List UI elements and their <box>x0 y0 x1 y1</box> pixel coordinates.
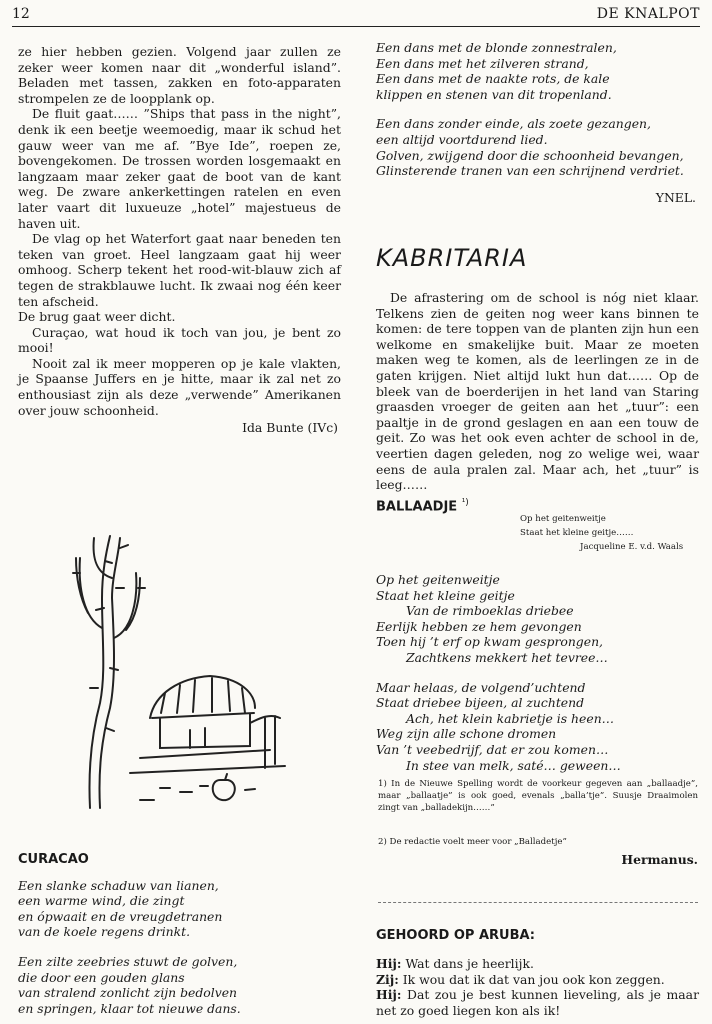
aruba-heading: GEHOORD OP ARUBA: <box>376 928 536 943</box>
ballaadje-author: Hermanus. <box>621 852 698 867</box>
poem-line: Een dans met het zilveren strand, <box>376 55 589 71</box>
header-rule <box>12 26 700 27</box>
paragraph: De afrastering om de school is nóg niet klaar. Telkens zien de geiten nog weer kans binnen te komen: de tere toppen van de planten zijn hun een welkome en smakelijke buit. Maar ze moeten maken weg te komen, als de leerlingen ze in de gaten krijgen. Niet altijd lukt hun dat…… Op de bleek van de boerderijen in het land van Staring graasden vroeger de geiten aan het „tuur”: een paaltje in de grond geslagen en aan een touw de geit. Zo was het ook even achter de school in de, veertien dagen geleden, nog zo welige wei, waar eens de aula pralen zal. Maar ach, het „tuur” is leeg…… <box>376 290 699 493</box>
poem-line: Een dans met de naakte rots, de kale <box>376 71 610 87</box>
poem-line: van de koele regens drinkt. <box>18 924 191 940</box>
poem-author: YNEL. <box>655 190 696 205</box>
poem-line: Eerlijk hebben ze hem gevongen <box>376 618 582 634</box>
poem-line: en ópwaait en de vreugdetranen <box>18 908 223 924</box>
poem-line: Van de rimboeklas driebee <box>406 603 574 619</box>
page-number: 12 <box>12 6 30 22</box>
poem-line: Toen hij ’t erf op kwam gesprongen, <box>376 634 603 650</box>
speaker: Hij: <box>376 956 402 971</box>
dialogue-text: Wat dans je heerlijk. <box>405 956 534 971</box>
poem-line: klippen en stenen van dit tropenland. <box>376 86 612 102</box>
poem-line: Een dans zonder einde, als zoete gezangen, <box>376 116 651 132</box>
speaker: Zij: <box>376 971 399 987</box>
aruba-dialogue <box>376 956 699 1018</box>
paragraph: ze hier hebben gezien. Volgend jaar zullen ze zeker weer komen naar dit „wonderful island”. Beladen met tassen, zakken en foto-apparaten strompelen ze de loopplank op. <box>18 44 341 106</box>
cactus-hut-illustration <box>40 518 290 818</box>
poem-line: Een zilte zeebries stuwt de golven, <box>18 953 238 969</box>
poem-line: Van ’t veebedrijf, dat er zou komen… <box>376 741 609 757</box>
curacao-poem <box>18 852 341 1016</box>
epigraph-line: Staat het kleine geitje…… <box>520 528 634 538</box>
paragraph: Curaçao, wat houd ik toch van jou, je bent zo mooi! <box>18 324 341 356</box>
divider <box>378 902 698 903</box>
poem-line: Weg zijn alle schone dromen <box>376 726 557 742</box>
left-article <box>18 44 341 418</box>
poem-line: Een dans met de blonde zonnestralen, <box>376 40 617 55</box>
poem-line: een warme wind, die zingt <box>18 893 185 909</box>
magazine-title: DE KNALPOT <box>596 6 700 22</box>
poem-line: een altijd voortdurend lied. <box>376 131 548 147</box>
paragraph: De brug gaat weer dicht. <box>18 309 176 325</box>
poem-line: Golven, zwijgend door die schoonheid bevangen, <box>376 147 684 163</box>
kabritaria-article <box>376 290 699 493</box>
speaker: Hij: <box>376 987 402 1003</box>
footnote-marker: ¹) <box>461 498 469 508</box>
poem-line: en springen, klaar tot nieuwe dans. <box>18 1000 241 1016</box>
page-header <box>12 4 700 26</box>
epigraph-line: Op het geitenweitje <box>520 514 606 524</box>
poem-line: Ach, het klein kabrietje is heen… <box>406 710 615 726</box>
poem-line: In stee van melk, saté… geween… <box>406 757 621 773</box>
poem-line: Op het geitenweitje <box>376 572 500 587</box>
poem-line: Glinsterende tranen van een schrijnend verdriet. <box>376 163 684 179</box>
paragraph: De vlag op het Waterfort gaat naar beneden ten teken van groet. Heel langzaam gaat hij weer omhoog. Scherp tekent het rood-wit-blauw zich af tegen de strakblauwe lucht. Ik zwaai nog één keer ten afscheid. <box>18 231 341 309</box>
ballaadje-poem <box>376 572 699 773</box>
poem-line: Een slanke schaduw van lianen, <box>18 877 219 893</box>
poem-line: Maar helaas, de volgend’uchtend <box>376 679 586 695</box>
footnote-2: 2) De redactie voelt meer voor „Balladetje” <box>378 837 567 847</box>
paragraph: De fluit gaat…… ”Ships that pass in the night”, denk ik een beetje weemoedig, maar ik schud het gauw weer van me af. ”Bye Ide”, roepen ze, bovengekomen. De trossen worden losgemaakt en langzaam maar zeker gaat de boot van de kant weg. De zware ankerkettingen ratelen en even later vaart dit luxueuze „hotel” majestueus de haven uit. <box>18 106 341 231</box>
epigraph-author: Jacqueline E. v.d. Waals <box>580 542 684 552</box>
curacao-heading: CURACAO <box>18 852 89 867</box>
poem-line: van stralend zonlicht zijn bedolven <box>18 985 238 1001</box>
poem-line: Zachtkens mekkert het tevree… <box>406 649 608 665</box>
footnote-1: 1) In de Nieuwe Spelling wordt de voorkeur gegeven aan „ballaadje”, maar „ballaatje” is ook goed, evenals „balla’tje”. Suusje Draaimolen zingt van „balladekijn……” <box>378 779 698 813</box>
dialogue-text: Ik wou dat ik dat van jou ook kon zeggen. <box>402 971 665 987</box>
poem-line: Staat het kleine geitje <box>376 587 515 603</box>
ballaadje-title: BALLAADJE <box>376 499 458 515</box>
poem-line: die door een gouden glans <box>18 969 185 985</box>
poem-line: Staat driebee bijeen, al zuchtend <box>376 695 585 711</box>
right-poem <box>376 40 699 179</box>
dialogue-text: Dat zou je best kunnen lieveling, als je maar net zo goed liegen kon als ik! <box>376 987 699 1018</box>
author-signature: Ida Bunte (IVc) <box>242 420 338 435</box>
paragraph: Nooit zal ik meer mopperen op je kale vlakten, je Spaanse Juffers en je hitte, maar ik zal net zo enthousiast zijn als deze „verwende” Amerikanen over jouw schoonheid. <box>18 355 341 418</box>
ballaadje-heading <box>376 498 469 514</box>
kabritaria-title: KABRITARIA <box>376 244 528 272</box>
